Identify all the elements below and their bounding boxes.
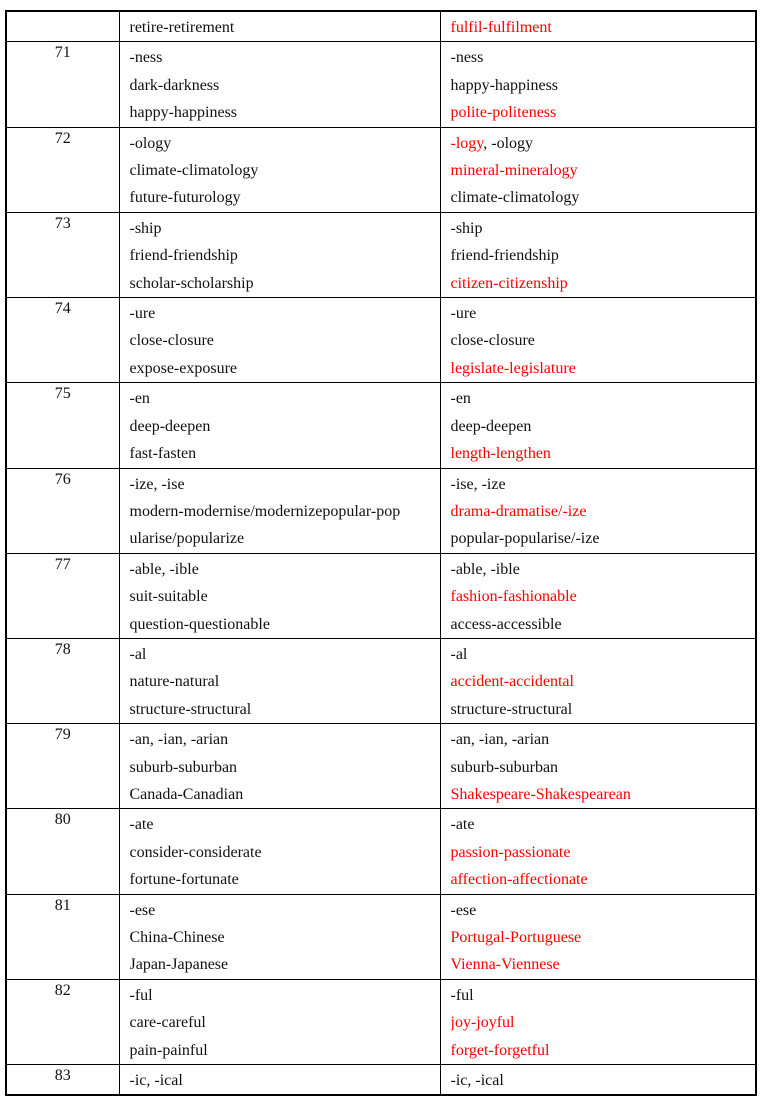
text-run: affection-affectionate [450,871,588,889]
cell-line [130,897,434,924]
column-a-cell [119,553,440,638]
cell-line [130,1067,434,1094]
cell-line [451,300,750,327]
cell-line [451,525,750,552]
column-b-cell [440,638,756,723]
table-row [6,638,756,723]
row-number-cell: 80 [6,809,119,894]
cell-line [451,498,750,525]
cell-line [451,556,750,583]
column-b-cell [440,42,756,127]
cell-line [451,471,750,498]
row-number-cell: 73 [6,212,119,297]
row-number-cell: 79 [6,724,119,809]
text-run: happy-happiness [129,104,238,122]
text-run: -ize, -ise [129,475,185,493]
cell-line [451,355,750,382]
text-run: pain-painful [129,1041,208,1059]
table-row [6,11,756,42]
table-row [6,212,756,297]
table-row [6,42,756,127]
column-b-cell [440,212,756,297]
text-run: friend-friendship [129,247,238,265]
cell-line [451,726,750,753]
text-run: fulfil-fulfilment [450,19,552,36]
cell-line [451,385,750,412]
text-run: deep-deepen [129,417,211,435]
text-run: close-closure [450,332,535,350]
text-run: -able, -ible [450,560,520,578]
column-b-cell [440,383,756,468]
text-run: -ise, -ize [450,475,506,493]
cell-line [451,413,750,440]
cell-line [451,982,750,1009]
row-number-cell: 77 [6,553,119,638]
text-run: -ness [450,49,484,67]
text-run: -ate [129,816,154,834]
cell-line [451,215,750,242]
text-run: legislate-legislature [450,359,576,377]
text-run: suburb-suburban [450,758,559,776]
cell-line [130,413,434,440]
table-row [6,894,756,979]
column-b-cell [440,298,756,383]
text-run: -ese [450,901,477,919]
column-b-cell [440,553,756,638]
text-run: dark-darkness [129,76,220,94]
cell-line [451,72,750,99]
text-run: -en [129,390,150,408]
table-row [6,809,756,894]
cell-line [130,270,434,297]
cell-line [451,839,750,866]
table-row [6,979,756,1064]
text-run: accident-accidental [450,673,574,691]
cell-line [451,184,750,211]
text-run: -al [450,645,468,663]
cell-line [130,611,434,638]
column-b-cell [440,724,756,809]
cell-line [451,44,750,71]
text-run: suburb-suburban [129,758,238,776]
cell-line [130,811,434,838]
cell-line [130,866,434,893]
text-run: , -ology [483,134,534,152]
cell-line [451,611,750,638]
cell-line [451,157,750,184]
text-run: retire-retirement [129,19,235,36]
text-run: Japan-Japanese [129,956,229,974]
cell-line [451,866,750,893]
column-a-cell [119,894,440,979]
text-run: -ship [129,219,162,237]
column-b-cell [440,468,756,553]
cell-line [451,14,750,41]
text-run: -ure [450,305,477,323]
text-run: popular-popularise/-ize [450,530,600,548]
cell-line [130,300,434,327]
text-run: modern-modernise/modernizepopular-pop [129,502,401,520]
row-number-cell: 82 [6,979,119,1064]
text-run: -able, -ible [129,560,199,578]
cell-line [130,982,434,1009]
column-b-cell [440,1065,756,1096]
text-run: Shakespeare-Shakespearean [450,785,631,803]
table-row [6,724,756,809]
cell-line [130,130,434,157]
text-run: -ure [129,305,156,323]
column-a-cell [119,212,440,297]
text-run: -an, -ian, -arian [129,731,229,749]
cell-line [130,754,434,781]
text-run: suit-suitable [129,588,208,606]
cell-line [130,471,434,498]
column-a-cell [119,383,440,468]
column-b-cell [440,127,756,212]
text-run: -ese [129,901,156,919]
text-run: -ful [450,986,474,1004]
cell-line [130,327,434,354]
cell-line [451,242,750,269]
row-number-cell: 74 [6,298,119,383]
text-run: -ship [450,219,483,237]
text-run: -ic, -ical [450,1072,504,1090]
cell-line [130,1037,434,1064]
text-run: future-futurology [129,189,241,207]
text-run: access-accessible [450,615,562,633]
cell-line [451,270,750,297]
column-b-cell [440,894,756,979]
text-run: structure-structural [129,700,252,718]
text-run: structure-structural [450,700,573,718]
suffix-table-body [6,11,756,1095]
suffix-table [5,10,757,1096]
column-a-cell [119,979,440,1064]
text-run: -ness [129,49,163,67]
cell-line [130,99,434,126]
cell-line [130,726,434,753]
text-run: happy-happiness [450,76,559,94]
cell-line [451,811,750,838]
text-run: Canada-Canadian [129,785,244,803]
row-number-cell: 78 [6,638,119,723]
cell-line [130,951,434,978]
cell-line [451,440,750,467]
text-run: expose-exposure [129,359,238,377]
cell-line [451,1009,750,1036]
text-run: -an, -ian, -arian [450,731,550,749]
text-run: mineral-mineralogy [450,162,578,180]
text-run: question-questionable [129,615,270,633]
text-run: Portugal-Portuguese [450,929,582,946]
cell-line [130,385,434,412]
column-a-cell [119,298,440,383]
table-row [6,468,756,553]
text-run: -ful [129,986,153,1004]
text-run: ularise/popularize [129,530,245,548]
cell-line [130,781,434,808]
text-run: deep-deepen [450,417,532,435]
column-b-cell [440,809,756,894]
text-run: care-careful [129,1014,206,1032]
text-run: polite-politeness [450,104,557,122]
text-run: -en [450,390,471,408]
cell-line [130,696,434,723]
cell-line [451,924,750,951]
row-number-cell: 83 [6,1065,119,1096]
column-a-cell [119,1065,440,1096]
cell-line [130,1009,434,1036]
row-number-cell: 75 [6,383,119,468]
text-run: climate-climatology [129,162,259,180]
cell-line [130,44,434,71]
text-run: scholar-scholarship [129,274,254,292]
cell-line [451,754,750,781]
table-row [6,383,756,468]
text-run: nature-natural [129,673,220,691]
text-run: climate-climatology [450,189,580,207]
text-run: fashion-fashionable [450,588,577,606]
column-a-cell [119,468,440,553]
column-a-cell [119,638,440,723]
cell-line [451,99,750,126]
cell-line [130,556,434,583]
text-run: citizen-citizenship [450,274,568,292]
cell-line [130,525,434,552]
row-number-cell: 72 [6,127,119,212]
cell-line [451,1037,750,1064]
row-number-cell [6,11,119,42]
text-run: -logy [450,134,484,152]
cell-line [130,242,434,269]
cell-line [130,157,434,184]
table-row [6,127,756,212]
text-run: -ology [129,134,172,152]
row-number-cell: 76 [6,468,119,553]
text-run: joy-joyful [450,1014,515,1032]
table-row [6,298,756,383]
column-b-cell [440,979,756,1064]
text-run: forget-forgetful [450,1041,550,1059]
cell-line [130,641,434,668]
cell-line [130,498,434,525]
cell-line [451,668,750,695]
column-a-cell [119,11,440,42]
text-run: length-lengthen [450,445,551,463]
text-run: Vienna-Viennese [450,956,560,974]
table-row [6,1065,756,1096]
text-run: friend-friendship [450,247,559,265]
cell-line [451,327,750,354]
cell-line [130,924,434,951]
cell-line [130,215,434,242]
row-number-cell: 71 [6,42,119,127]
column-a-cell [119,724,440,809]
text-run: passion-passionate [450,843,571,861]
cell-line [130,668,434,695]
cell-line [451,781,750,808]
table-row [6,553,756,638]
cell-line [451,583,750,610]
column-a-cell [119,127,440,212]
text-run: -ic, -ical [129,1072,183,1090]
cell-line [130,440,434,467]
column-a-cell [119,42,440,127]
text-run: close-closure [129,332,214,350]
text-run: fast-fasten [129,445,197,463]
cell-line [130,583,434,610]
cell-line [451,696,750,723]
text-run: drama-dramatise/-ize [450,502,587,520]
text-run: China-Chinese [129,929,225,946]
cell-line [451,897,750,924]
cell-line [451,951,750,978]
text-run: -ate [450,816,475,834]
cell-line [130,839,434,866]
cell-line [451,130,750,157]
cell-line [451,641,750,668]
cell-line [130,355,434,382]
cell-line [130,14,434,41]
column-a-cell [119,809,440,894]
cell-line [130,184,434,211]
column-b-cell [440,11,756,42]
cell-line [451,1067,750,1094]
text-run: -al [129,645,147,663]
text-run: consider-considerate [129,843,262,861]
text-run: fortune-fortunate [129,871,239,889]
cell-line [130,72,434,99]
row-number-cell: 81 [6,894,119,979]
